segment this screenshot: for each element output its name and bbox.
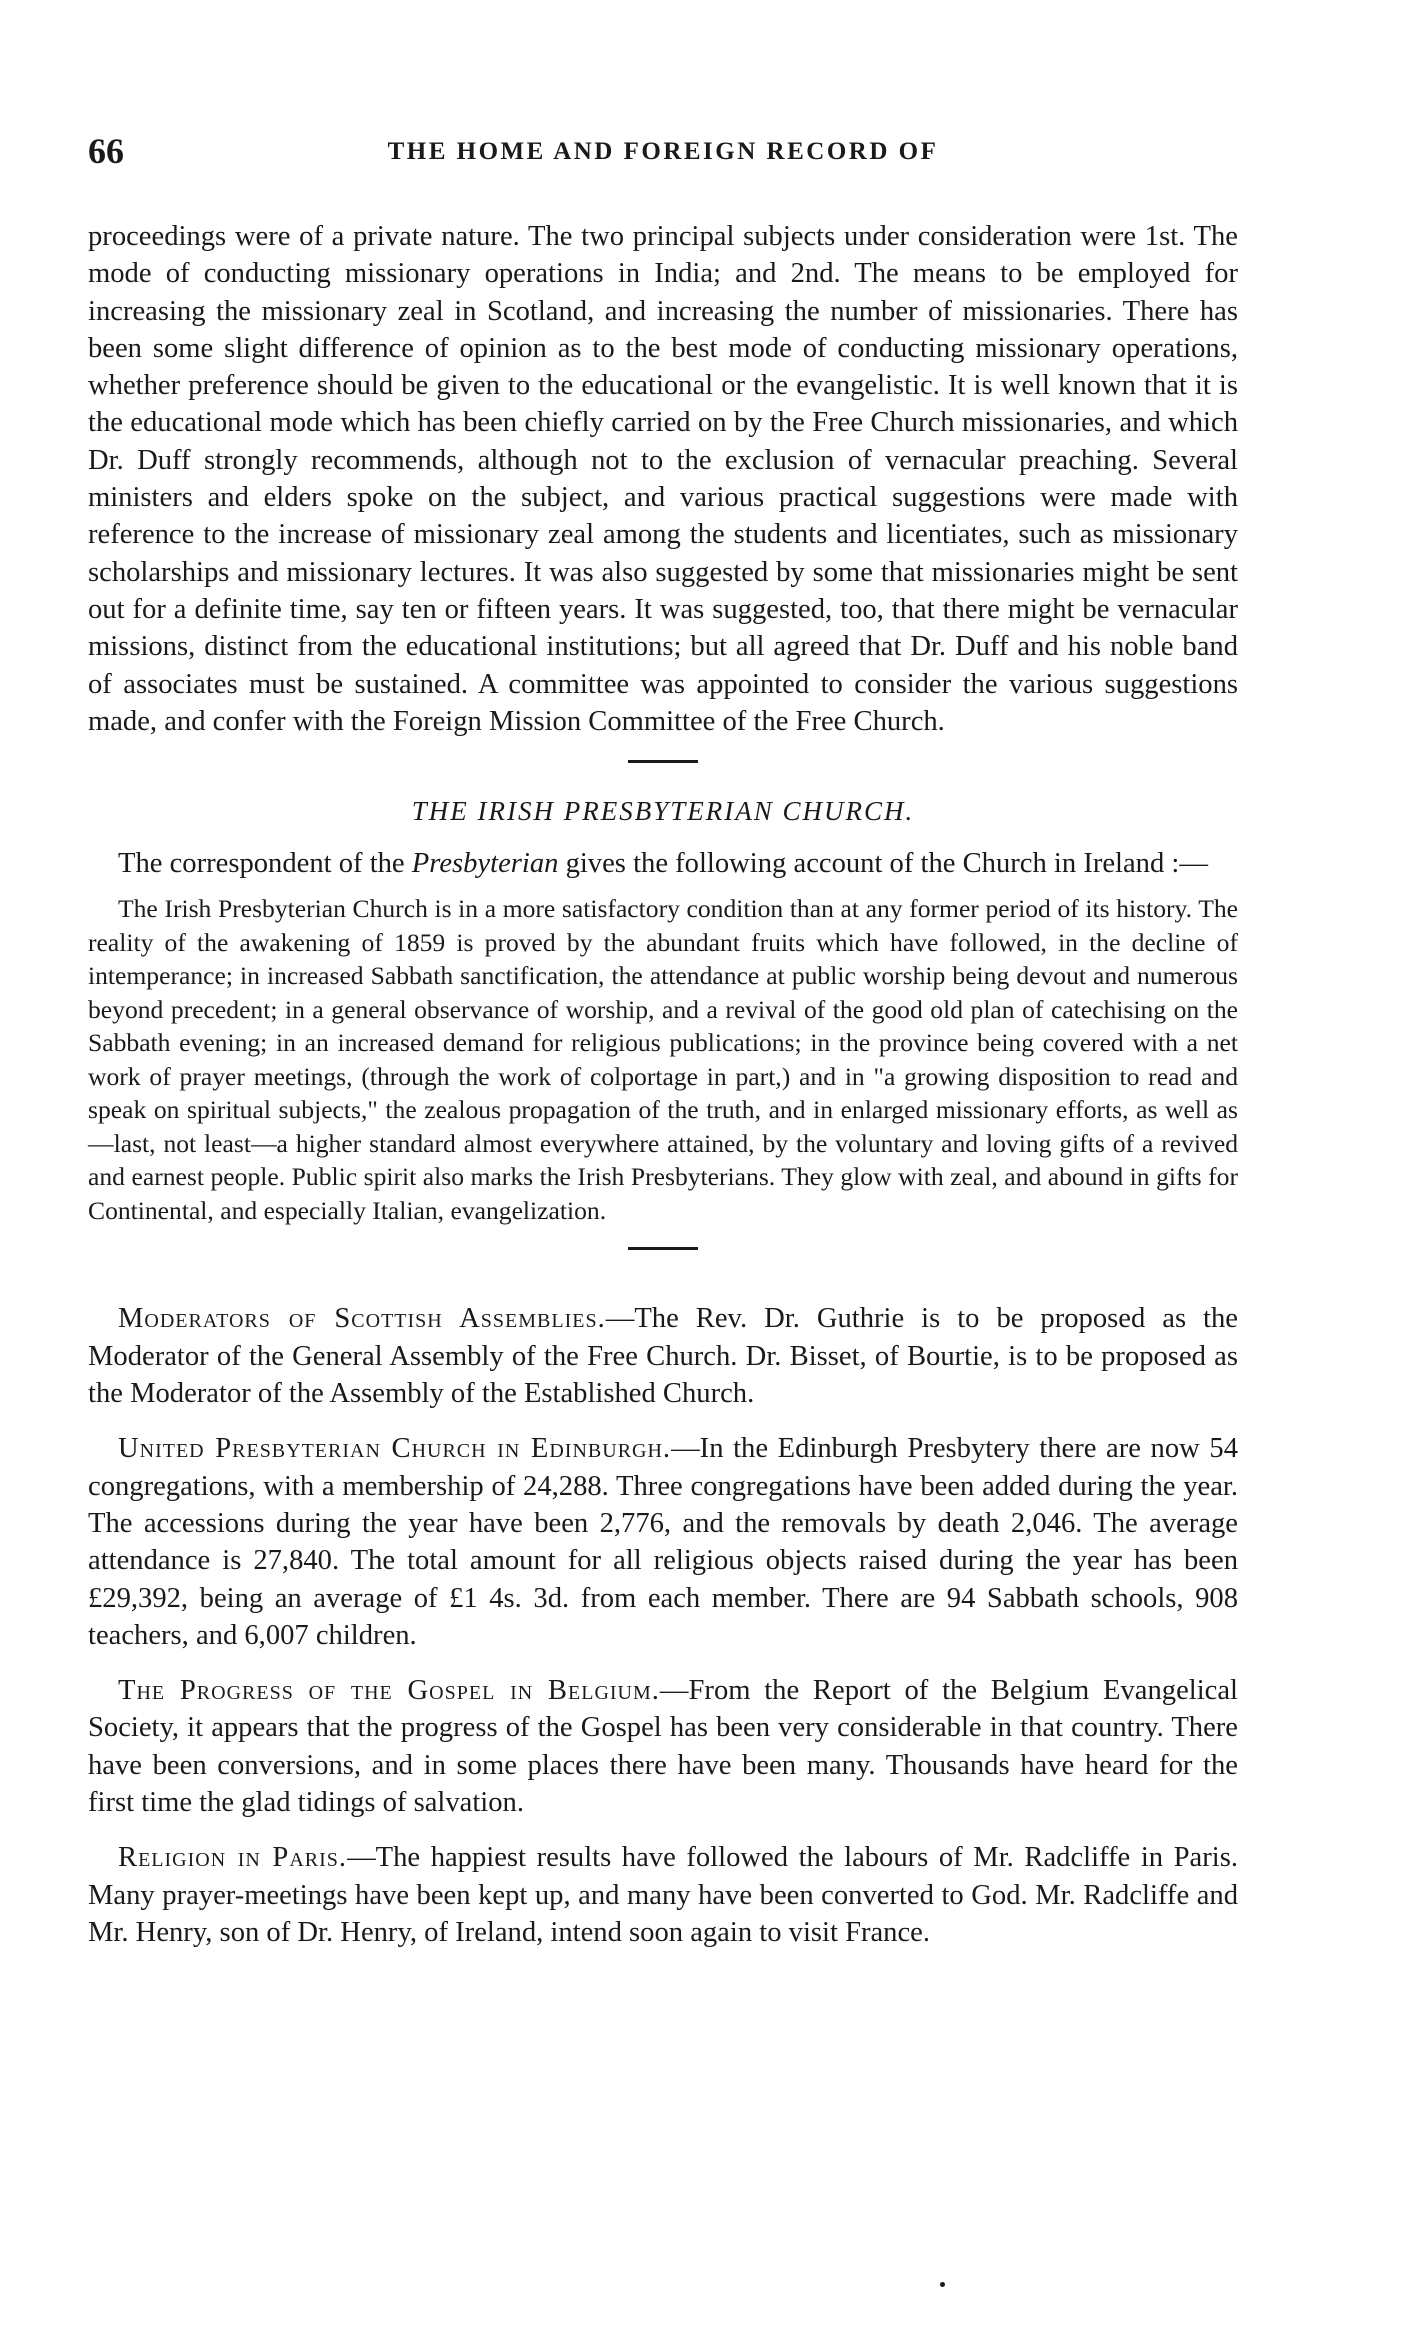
news-item-body: —From the Report of the Belgium Evangelical Society, it appears that the progress of the Gospel has been very considerable in that country. There have been conversions, and in some places there have been many. Thousands have heard for the first time the glad tidings of salvation. xyxy=(88,1675,1238,1819)
intro-text-end: gives the following account of the Church in Ireland :— xyxy=(558,848,1208,880)
news-item-lead: The Progress of the Gospel in Belgium. xyxy=(118,1675,660,1707)
news-item-body: —The happiest results have followed the labours of Mr. Radcliffe in Paris. Many prayer-meetings have been kept up, and many have been converted to God. Mr. Radcliffe and Mr. Henry, son of Dr. Henry, of Ireland, intend soon again to visit France. xyxy=(88,1842,1238,1948)
news-item-lead: Moderators of Scottish Assemblies. xyxy=(118,1303,606,1335)
ink-speck xyxy=(940,2282,945,2287)
irish-quoted-account: The Irish Presbyterian Church is in a more satisfactory condition than at any former period of its history. The reality of the awakening of 1859 is proved by the abundant fruits which have followed, in the decline of intemperance; in increased Sabbath sanctification, the attendance at public worship being devout and numerous beyond precedent; in a general observance of worship, and a revival of the good old plan of catechising on the Sabbath evening; in an increased demand for religious publications; in the province being covered with a net work of prayer meetings, (through the work of colportage in part,) and in "a growing disposition to read and speak on spiritual subjects," the zealous propagation of the truth, and in enlarged missionary efforts, as well as—last, not least—a higher standard almost everywhere attained, by the voluntary and loving gifts of a revived and earnest people. Public spirit also marks the Irish Presbyterians. They glow with zeal, and abound in gifts for Continental, and especially Italian, evangelization. xyxy=(88,894,1238,1225)
running-header xyxy=(88,128,1238,174)
intro-publication-name: Presbyterian xyxy=(411,848,559,880)
page-number: 66 xyxy=(88,131,124,171)
news-item-edinburgh xyxy=(88,1430,1238,1654)
document-page xyxy=(88,128,1238,1951)
section-divider xyxy=(628,760,698,763)
news-item-belgium xyxy=(88,1672,1238,1821)
intro-text-start: The correspondent of the xyxy=(118,848,412,880)
section-divider-2 xyxy=(628,1247,698,1250)
irish-intro-paragraph xyxy=(88,845,1238,882)
running-title: THE HOME AND FOREIGN RECORD OF xyxy=(387,138,939,165)
news-item-lead: United Presbyterian Church in Edinburgh. xyxy=(118,1433,672,1465)
news-item-body: —In the Edinburgh Presbytery there are now 54 congregations, with a membership of 24,288. Three congregations have been added during the year. The accessions during the year have been 2,776, and the removals by death 2,046. The average attendance is 27,840. The total amount for all religious objects raised during the year has been £29,392, being an average of £1 4s. 3d. from each member. There are 94 Sabbath schools, 908 teachers, and 6,007 children. xyxy=(88,1433,1238,1651)
article-continuation-paragraph: proceedings were of a private nature. The two principal subjects under consideration were 1st. The mode of conducting missionary operations in India; and 2nd. The means to be employed for increasing the missionary zeal in Scotland, and increasing the number of missionaries. There has been some slight difference of opinion as to the best mode of conducting missionary operations, whether preference should be given to the educational or the evangelistic. It is well known that it is the educational mode which has been chiefly carried on by the Free Church missionaries, and which Dr. Duff strongly recommends, although not to the exclusion of vernacular preaching. Several ministers and elders spoke on the subject, and various practical suggestions were made with reference to the increase of missionary zeal among the students and licentiates, such as missionary scholarships and missionary lectures. It was also suggested by some that missionaries might be sent out for a definite time, say ten or fifteen years. It was suggested, too, that there might be vernacular missions, distinct from the educational institutions; but all agreed that Dr. Duff and his noble band of associates must be sustained. A committee was appointed to consider the various suggestions made, and confer with the Foreign Mission Committee of the Free Church. xyxy=(88,221,1238,737)
news-item-lead: Religion in Paris. xyxy=(118,1842,348,1874)
section-heading-irish-church: THE IRISH PRESBYTERIAN CHURCH. xyxy=(411,796,915,827)
news-item-paris xyxy=(88,1839,1238,1951)
news-item-body: —The Rev. Dr. Guthrie is to be proposed as the Moderator of the General Assembly of the Free Church. Dr. Bisset, of Bourtie, is to be proposed as the Moderator of the Assembly of the Established Church. xyxy=(88,1303,1238,1410)
news-item-moderators xyxy=(88,1300,1238,1412)
